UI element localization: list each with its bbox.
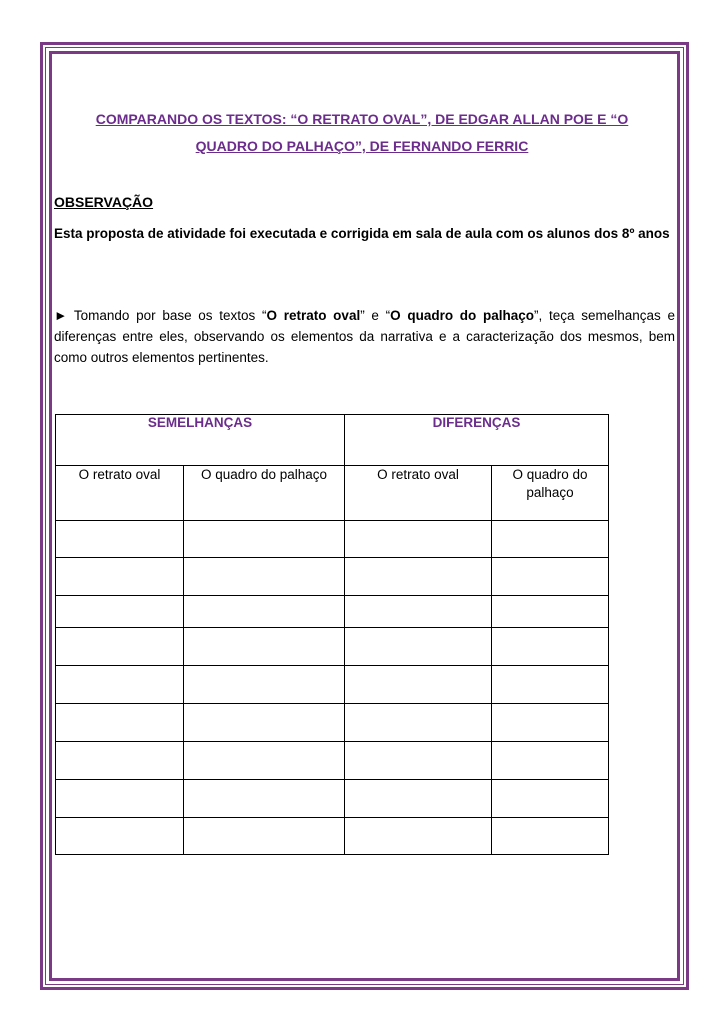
instruction-text-3: ”, teça semelhanças e diferenças entre eles, observando os elementos da narrativa e a caracterização dos mesmos, bem como outros elementos pertinentes. (54, 308, 675, 365)
answer-cell[interactable] (492, 818, 609, 855)
answer-cell[interactable] (345, 596, 492, 628)
instruction-paragraph (54, 305, 675, 368)
answer-cell[interactable] (345, 780, 492, 818)
answer-cell[interactable] (345, 666, 492, 704)
answer-cell[interactable] (345, 818, 492, 855)
table-row (56, 666, 609, 704)
answer-cell[interactable] (345, 742, 492, 780)
table-row (56, 742, 609, 780)
answer-cell[interactable] (492, 742, 609, 780)
answer-cell[interactable] (345, 628, 492, 666)
answer-cell[interactable] (184, 596, 345, 628)
table-row (56, 704, 609, 742)
comparison-table (55, 414, 609, 855)
answer-cell[interactable] (56, 521, 184, 558)
table-row (56, 558, 609, 596)
table-subheader-row (56, 466, 609, 521)
answer-cell[interactable] (56, 558, 184, 596)
table-row (56, 628, 609, 666)
instruction-title-1: O retrato oval (266, 308, 361, 323)
observation-heading: OBSERVAÇÃO (54, 194, 154, 210)
answer-cell[interactable] (492, 666, 609, 704)
answer-cell[interactable] (56, 818, 184, 855)
subheader-cell: O quadro do palhaço (184, 466, 345, 521)
answer-cell[interactable] (184, 704, 345, 742)
answer-cell[interactable] (492, 704, 609, 742)
subheader-cell: O quadro do palhaço (492, 466, 609, 521)
answer-cell[interactable] (184, 780, 345, 818)
answer-cell[interactable] (184, 558, 345, 596)
answer-cell[interactable] (345, 521, 492, 558)
answer-cell[interactable] (56, 780, 184, 818)
answer-cell[interactable] (184, 818, 345, 855)
answer-cell[interactable] (492, 596, 609, 628)
answer-cell[interactable] (184, 666, 345, 704)
table-row (56, 818, 609, 855)
answer-cell[interactable] (56, 742, 184, 780)
table-header-row (56, 415, 609, 466)
answer-cell[interactable] (345, 558, 492, 596)
answer-cell[interactable] (184, 628, 345, 666)
observation-text: Esta proposta de atividade foi executada e corrigida em sala de aula com os alunos dos 8º anos (54, 226, 670, 241)
subheader-cell: O retrato oval (56, 466, 184, 521)
header-diferencas: DIFERENÇAS (345, 415, 609, 466)
bullet-icon: ► (54, 308, 74, 323)
answer-cell[interactable] (56, 666, 184, 704)
answer-cell[interactable] (492, 628, 609, 666)
instruction-title-2: O quadro do palhaço (390, 308, 535, 323)
answer-cell[interactable] (184, 742, 345, 780)
answer-cell[interactable] (492, 780, 609, 818)
header-semelhancas: SEMELHANÇAS (56, 415, 345, 466)
table-row (56, 521, 609, 558)
answer-cell[interactable] (492, 521, 609, 558)
table-row (56, 596, 609, 628)
answer-cell[interactable] (492, 558, 609, 596)
answer-cell[interactable] (184, 521, 345, 558)
document-title-line-2: QUADRO DO PALHAÇO”, DE FERNANDO FERRIC (195, 138, 529, 154)
answer-cell[interactable] (56, 704, 184, 742)
document-title-line-1: COMPARANDO OS TEXTOS: “O RETRATO OVAL”, DE EDGAR ALLAN POE E “O (95, 111, 629, 127)
subheader-cell: O retrato oval (345, 466, 492, 521)
table-row (56, 780, 609, 818)
instruction-text-2: ” e “ (360, 308, 391, 323)
answer-cell[interactable] (345, 704, 492, 742)
instruction-text-1: Tomando por base os textos “ (73, 308, 267, 323)
answer-cell[interactable] (56, 628, 184, 666)
answer-cell[interactable] (56, 596, 184, 628)
